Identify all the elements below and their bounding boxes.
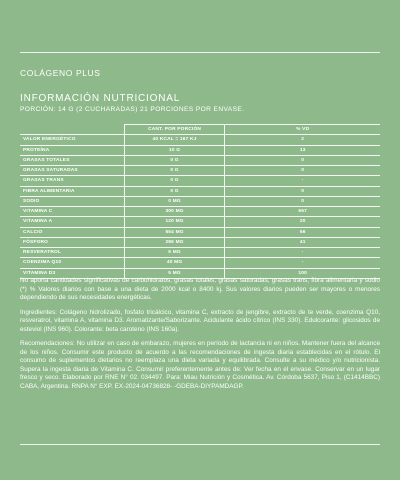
table-row (20, 217, 380, 227)
nutrient-amount: 10 G (124, 145, 225, 155)
nutrient-vd: 667 (225, 207, 380, 217)
product-title: COLÁGENO PLUS (20, 68, 101, 78)
nutrient-vd: - (225, 248, 380, 258)
recommendations-text: Recomendaciones: No utilizar en caso de embarazo, mujeres en período de lactancia ni en niños. Mantener fuera del alcance de los niños. Consumir este producto de acuerdo a las recomendaciones de ingesta diaria establecidas en el rótulo. El consumo de suplementos dietarios no reemplaza una dieta variada y equilibrada. Consulte a su médico y/o nutricionista. Supera la ingesta diaria de Vitamina C. Consumir preferentemente antes de: Ver fecha en el envase. Conservar en un lugar fresco y seco. Elaborado por RNE N° 02. 034497. Para: Miau Nutrición y Cosmética. Av. Córdoba 5637, Piso 1, (C1414BBC) CABA, Argentina. RNPA N° EXP. EX-2024-04736828- -GDEBA-DIYPAMDAGP. (20, 340, 380, 390)
nutrient-name: VITAMINA A (20, 217, 124, 227)
nutrient-name: COENZIMA Q10 (20, 258, 124, 268)
nutrient-vd: 0 (225, 155, 380, 165)
nutrient-name: GRASAS TRANS (20, 176, 124, 186)
nutrient-name: FIBRA ALIMENTARIA (20, 186, 124, 196)
portion-info: PORCIÓN: 14 G (2 CUCHARADAS) 21 PORCIONES POR ENVASE. (20, 106, 245, 113)
table-row (20, 155, 380, 165)
nutrient-vd: 0 (225, 186, 380, 196)
nutrient-amount: 0 G (124, 186, 225, 196)
nutrition-title: INFORMACIÓN NUTRICIONAL (20, 93, 181, 104)
table-row (20, 196, 380, 206)
nutrient-name: RESVERATROL (20, 248, 124, 258)
nutrient-amount: 5 MG (124, 268, 225, 278)
header-per-portion: CANT. POR PORCIÓN (124, 125, 225, 135)
nutrient-amount: 5 MG (124, 248, 225, 258)
nutrient-name: VALOR ENERGÉTICO (20, 135, 124, 145)
nutrient-amount: 0 G (124, 166, 225, 176)
table-row (20, 166, 380, 176)
nutrient-name: FÓSFORO (20, 237, 124, 247)
table-row (20, 186, 380, 196)
nutrient-name: VITAMINA D3 (20, 268, 124, 278)
nutrient-vd: 20 (225, 217, 380, 227)
nutrient-vd: - (225, 258, 380, 268)
nutrient-amount: 120 MG (124, 217, 225, 227)
table-row (20, 145, 380, 155)
notes-block (20, 277, 380, 398)
nutrient-vd: 41 (225, 237, 380, 247)
nutrient-amount: 554 MG (124, 227, 225, 237)
nutrient-name: VITAMINA C (20, 207, 124, 217)
table-row (20, 207, 380, 217)
ingredients-text: Ingredientes: Colágeno hidrolizado, fosfato tricálcico, vitamina C, extracto de jengibre, extracto de te verde, coenzima Q10, resveratrol, vitamina A, vitamina D3. Aromatizante/Saborizante. Acidulante ácido cítrico (INS 330). Edulcorante: glicosidos de esteviol (INS 960). Colorante: beta caroteno (INS 160a). (20, 308, 380, 333)
table-row (20, 135, 380, 145)
nutrient-vd: 0 (225, 166, 380, 176)
nutrient-amount: 40 MG (124, 258, 225, 268)
nutrient-name: PROTEÍNA (20, 145, 124, 155)
nutrient-vd: 56 (225, 227, 380, 237)
nutrient-name: GRASAS SATURADAS (20, 166, 124, 176)
header-vd: % VD (225, 125, 380, 135)
header-nutrient (20, 125, 124, 135)
top-divider (20, 52, 380, 53)
nutrient-amount: 0 G (124, 155, 225, 165)
table-row (20, 176, 380, 186)
nutrient-vd: 0 (225, 196, 380, 206)
nutrient-vd: 100 (225, 268, 380, 278)
nutrient-vd: 13 (225, 145, 380, 155)
nutrient-vd: - (225, 176, 380, 186)
disclaimer-text: No aporta cantidades significativas de carbohidratos, grasas totales, grasas saturadas, grasas trans, fibra alimentaria y sodio (*) % Valores diarios con base a una dieta de 2000 kcal o 8400 kj. Sus valores diarios pueden ser mayores o menores dependiendo de sus necesidades energéticas. (20, 277, 380, 301)
table-header-row (20, 125, 380, 135)
nutrient-amount: 0 MG (124, 196, 225, 206)
nutrient-vd: 2 (225, 135, 380, 145)
table-row (20, 237, 380, 247)
bottom-divider (20, 444, 380, 445)
nutrition-table (20, 124, 380, 279)
table-row (20, 258, 380, 268)
table-row (20, 227, 380, 237)
table-row (20, 248, 380, 258)
nutrient-amount: 286 MG (124, 237, 225, 247)
nutrient-name: GRASAS TOTALES (20, 155, 124, 165)
nutrient-amount: 0 G (124, 176, 225, 186)
nutrient-name: SODIO (20, 196, 124, 206)
nutrient-amount: 300 MG (124, 207, 225, 217)
nutrient-amount: 40 KCAL = 167 KJ (124, 135, 225, 145)
nutrient-name: CALCIO (20, 227, 124, 237)
